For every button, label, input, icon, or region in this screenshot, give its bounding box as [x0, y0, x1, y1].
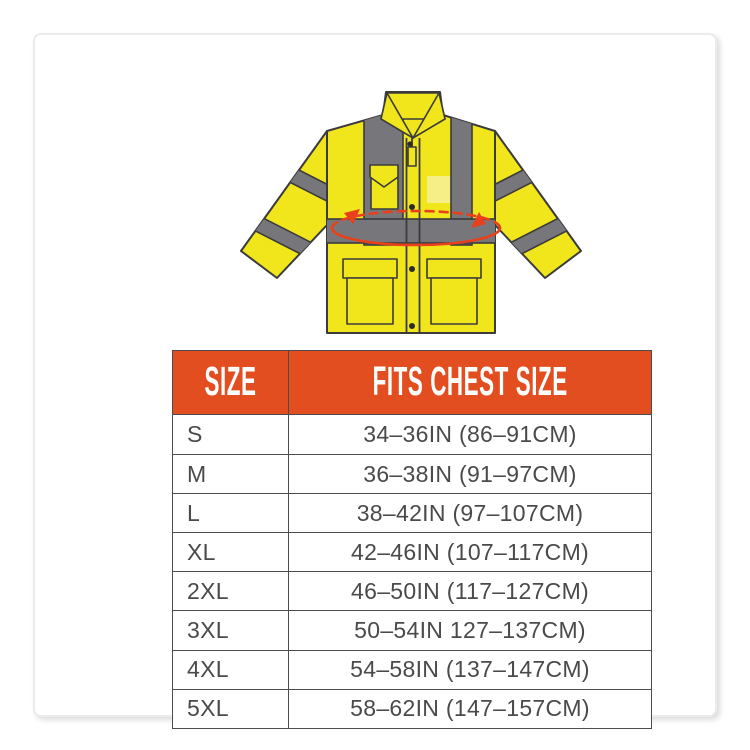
chest-size-cell: 42–46IN (107–117CM) — [351, 538, 589, 565]
size-column-header-cell — [173, 351, 289, 414]
table-row — [173, 493, 651, 532]
table-row — [173, 610, 651, 649]
chest-size-cell: 34–36IN (86–91CM) — [363, 421, 577, 448]
size-cell: L — [173, 494, 289, 532]
chest-size-cell: 54–58IN (137–147CM) — [350, 656, 590, 683]
size-cell: 2XL — [173, 572, 289, 610]
size-cell: 5XL — [173, 690, 289, 728]
size-table-body — [173, 415, 651, 728]
table-header-row — [173, 351, 651, 415]
size-cell: XL — [173, 533, 289, 571]
size-chart-table — [172, 350, 652, 729]
size-cell: 3XL — [173, 611, 289, 649]
chest-column-header-cell — [289, 351, 651, 414]
table-row — [173, 532, 651, 571]
image-frame — [33, 33, 717, 722]
chest-size-cell: 58–62IN (147–157CM) — [350, 695, 590, 722]
table-row — [173, 415, 651, 454]
hi-vis-jacket-front-icon — [230, 83, 596, 345]
size-column-header: SIZE — [204, 359, 257, 405]
chest-size-cell: 38–42IN (97–107CM) — [356, 499, 584, 526]
chest-column-header: FITS CHEST SIZE — [372, 359, 568, 405]
table-row — [173, 689, 651, 728]
table-row — [173, 650, 651, 689]
size-cell: 4XL — [173, 651, 289, 689]
size-cell: M — [173, 455, 289, 493]
table-row — [173, 454, 651, 493]
chest-pocket — [370, 165, 398, 209]
chest-size-cell: 50–54IN 127–137CM) — [354, 617, 586, 644]
chest-size-cell: 46–50IN (117–127CM) — [351, 577, 589, 604]
chest-size-cell: 36–38IN (91–97CM) — [363, 460, 577, 487]
size-cell: S — [173, 415, 289, 454]
table-row — [173, 571, 651, 610]
